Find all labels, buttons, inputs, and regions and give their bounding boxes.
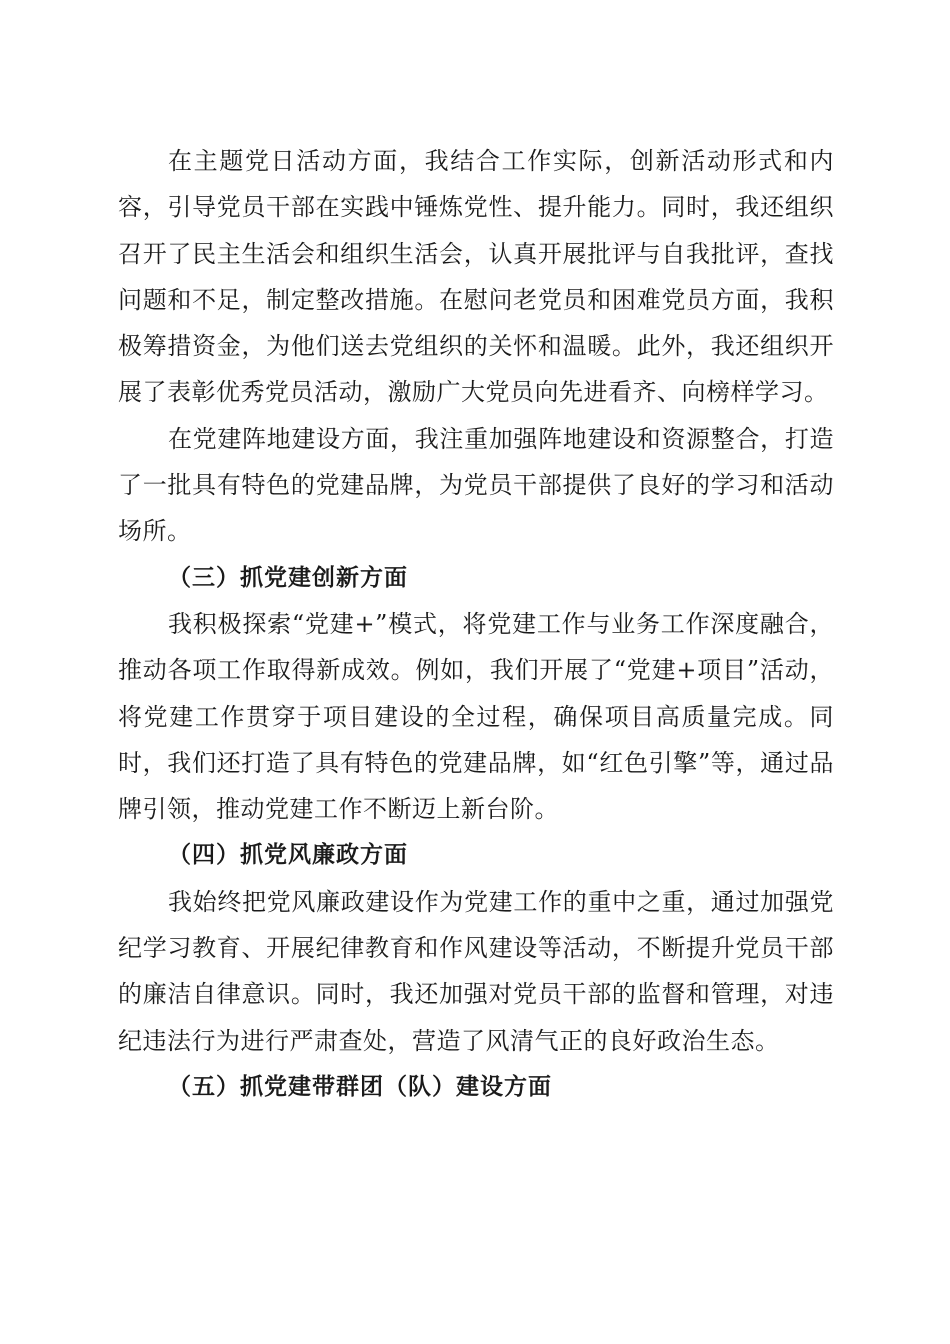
heading-integrity: （四）抓党风廉政方面: [168, 842, 408, 869]
document-page: [118, 138, 834, 1110]
paragraph-theme-party-day: 在主题党日活动方面，我结合工作实际，创新活动形式和内容，引导党员干部在实践中锤炼党性、提升能力。同时，我还组织召开了民主生活会和组织生活会，认真开展批评与自我批评，查找问题和不足，制定整改措施。在慰问老党员和困难党员方面，我积极筹措资金，为他们送去党组织的关怀和温暖。此外，我还组织开展了表彰优秀党员活动，激励广大党员向先进看齐、向榜样学习。: [118, 147, 834, 407]
heading-innovation: （三）抓党建创新方面: [168, 564, 408, 591]
paragraph-position-building: 在党建阵地建设方面，我注重加强阵地建设和资源整合，打造了一批具有特色的党建品牌，为党员干部提供了良好的学习和活动场所。: [118, 424, 834, 546]
heading-mass-organizations: （五）抓党建带群团（队）建设方面: [168, 1073, 552, 1100]
paragraph-innovation: 我积极探索“党建+”模式，将党建工作与业务工作深度融合，推动各项工作取得新成效。例如，我们开展了“党建+项目”活动，将党建工作贯穿于项目建设的全过程，确保项目高质量完成。同时，我们还打造了具有特色的党建品牌，如“红色引擎”等，通过品牌引领，推动党建工作不断迈上新台阶。: [118, 609, 834, 824]
paragraph-integrity: 我始终把党风廉政建设作为党建工作的重中之重，通过加强党纪学习教育、开展纪律教育和作风建设等活动，不断提升党员干部的廉洁自律意识。同时，我还加强对党员干部的监督和管理，对违纪违法行为进行严肃查处，营造了风清气正的良好政治生态。: [118, 887, 834, 1055]
